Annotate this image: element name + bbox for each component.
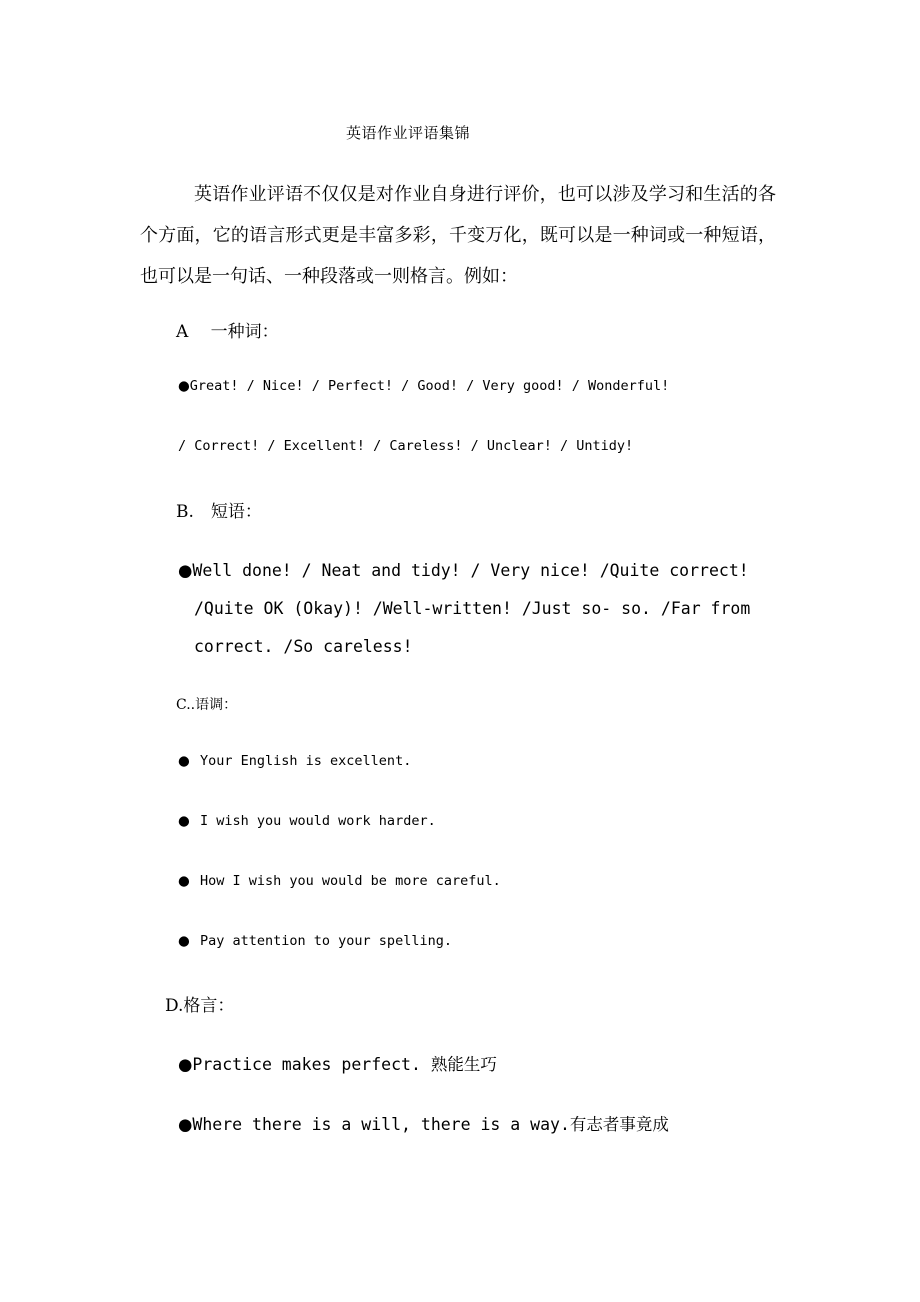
list-item [178,753,411,769]
bullet-icon: ● [178,378,190,394]
section-c-item: Pay attention to your spelling. [200,933,452,949]
section-b-text: Well done! / Neat and tidy! / Very nice! /Quite correct! /Quite OK (Okay)! /Well-written! /Just so- so. /Far from correct. /So careless! [192,561,751,656]
list-item [178,1051,497,1075]
list-item [178,1111,669,1135]
section-d-item: Practice makes perfect. 熟能生巧 [192,1055,497,1074]
section-a-heading: A 一种词： [176,322,279,342]
list-item [178,933,452,949]
section-b-heading: B. 短语： [176,502,262,522]
section-d-item: Where there is a will, there is a way.有志者事竟成 [192,1115,669,1134]
bullet-icon: ● [178,813,190,829]
section-a-line-1 [178,378,669,394]
document-title: 英语作业评语集锦 [346,124,471,142]
section-c-heading: C..语调： [176,697,238,713]
section-b-phrases [178,552,794,666]
section-c-item: I wish you would work harder. [200,813,436,829]
section-c-item: How I wish you would be more careful. [200,873,501,889]
section-a-words-1: Great! / Nice! / Perfect! / Good! / Very good! / Wonderful! [189,378,670,394]
section-d-heading: D.格言： [165,996,235,1016]
bullet-icon: ● [178,933,190,949]
section-c-item: Your English is excellent. [200,753,412,769]
list-item [178,873,501,889]
intro-paragraph: 英语作业评语不仅仅是对作业自身进行评价，也可以涉及学习和生活的各个方面，它的语言形式更是丰富多彩，千变万化，既可以是一种词或一种短语，也可以是一句话、一种段落或一则格言。例如： [140,184,776,287]
bullet-icon: ● [178,873,190,889]
list-item [178,813,436,829]
section-a-line-2: / Correct! / Excellent! / Careless! / Unclear! / Untidy! [178,438,634,454]
bullet-icon: ● [178,561,193,580]
bullet-icon: ● [178,1055,193,1074]
bullet-icon: ● [178,1115,193,1134]
bullet-icon: ● [178,753,190,769]
